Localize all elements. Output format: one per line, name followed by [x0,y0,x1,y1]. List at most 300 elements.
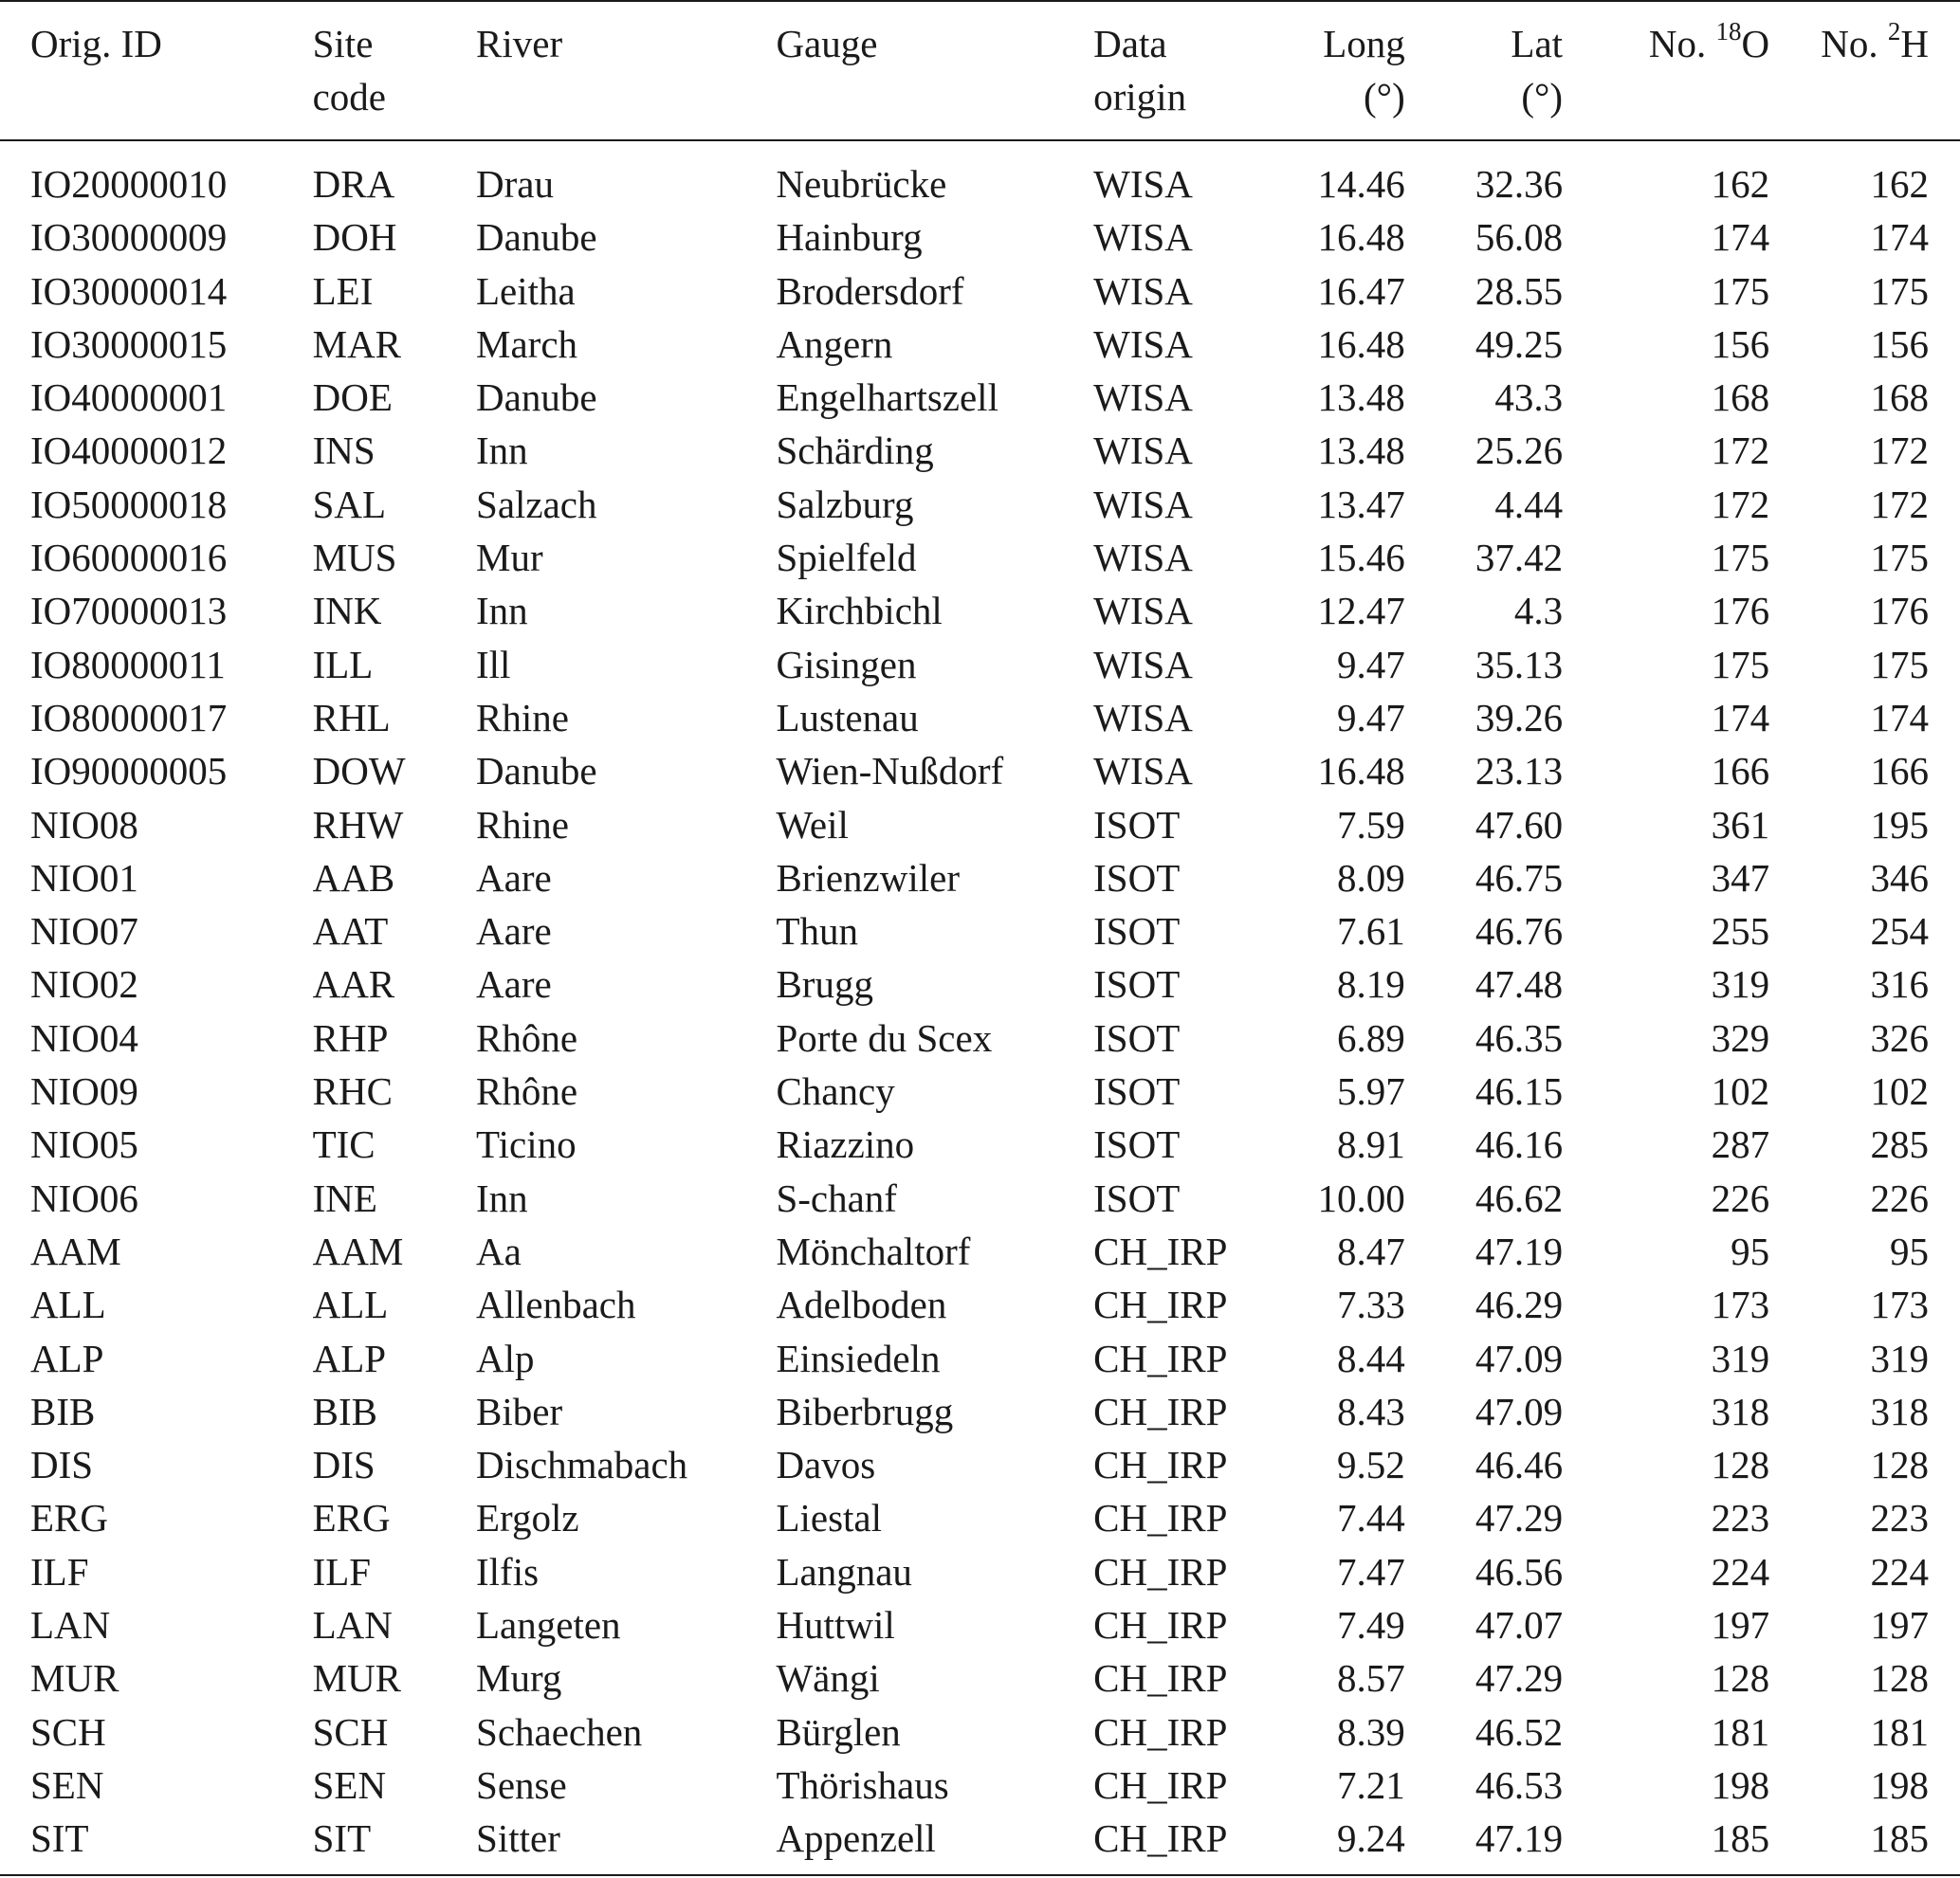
cell-data-origin: CH_IRP [1093,1283,1228,1327]
header-long: Long (°) [1323,22,1405,119]
table-row [0,1598,1960,1651]
table-row [0,1759,1960,1812]
cell-site-code: ERG [312,1496,391,1541]
cell-gauge: Appenzell [776,1816,936,1861]
cell-river: Rhône [476,1015,578,1060]
cell-no-2h: 174 [1870,695,1929,739]
cell-no-2h: 175 [1870,642,1929,686]
cell-river: Ill [476,642,511,686]
cell-orig-id: IO80000011 [30,642,226,686]
cell-river: Aa [476,1229,522,1273]
cell-gauge: Langnau [776,1549,912,1594]
cell-no-2h: 223 [1870,1496,1929,1541]
cell-data-origin: ISOT [1093,1069,1181,1114]
cell-orig-id: AAM [30,1229,121,1273]
cell-river: Salzach [476,482,597,526]
cell-no-2h: 128 [1870,1443,1929,1487]
cell-site-code: AAM [312,1229,404,1273]
cell-no-2h: 95 [1890,1229,1929,1273]
cell-river: Murg [476,1656,562,1701]
cell-orig-id: ILF [30,1549,89,1594]
cell-no-18o: 168 [1711,375,1770,420]
cell-orig-id: SIT [30,1816,89,1861]
cell-no-18o: 128 [1711,1443,1770,1487]
cell-site-code: ALP [312,1336,387,1380]
cell-data-origin: WISA [1093,215,1193,260]
cell-site-code: AAR [312,962,395,1007]
cell-lat: 46.53 [1475,1762,1564,1807]
cell-data-origin: CH_IRP [1093,1229,1228,1273]
cell-no-2h: 166 [1870,749,1929,793]
cell-long: 9.47 [1336,642,1405,686]
table-row [0,318,1960,371]
table-row [0,1651,1960,1705]
cell-no-2h: 185 [1870,1816,1929,1861]
cell-data-origin: ISOT [1093,802,1181,847]
cell-gauge: Thörishaus [776,1762,949,1807]
cell-long: 9.52 [1336,1443,1405,1487]
cell-data-origin: ISOT [1093,1122,1181,1167]
cell-site-code: BIB [312,1389,377,1433]
cell-lat: 43.3 [1494,375,1564,420]
cell-no-18o: 156 [1711,321,1770,366]
cell-site-code: AAB [312,855,395,900]
cell-long: 8.91 [1336,1122,1405,1167]
cell-orig-id: ALL [30,1283,106,1327]
cell-gauge: Riazzino [776,1122,915,1167]
cell-data-origin: CH_IRP [1093,1496,1228,1541]
table-row [0,1065,1960,1118]
cell-long: 7.21 [1336,1762,1405,1807]
cell-orig-id: IO50000018 [30,482,228,526]
cell-lat: 46.62 [1475,1176,1564,1220]
table-body [0,140,1960,1866]
cell-long: 8.43 [1336,1389,1405,1433]
cell-site-code: DOW [312,749,406,793]
cell-river: Aare [476,909,552,954]
table-row [0,478,1960,531]
cell-orig-id: ALP [30,1336,104,1380]
cell-orig-id: DIS [30,1443,94,1487]
cell-gauge: Porte du Scex [776,1015,993,1060]
cell-no-18o: 329 [1711,1015,1770,1060]
cell-lat: 47.60 [1475,802,1564,847]
cell-gauge: Chancy [776,1069,895,1114]
cell-gauge: Angern [776,321,893,366]
cell-no-2h: 226 [1870,1176,1929,1220]
cell-long: 13.47 [1317,482,1405,526]
cell-long: 16.47 [1317,268,1405,313]
cell-lat: 47.09 [1475,1389,1564,1433]
cell-no-2h: 174 [1870,215,1929,260]
cell-site-code: RHL [312,695,391,739]
cell-site-code: INE [312,1176,377,1220]
cell-site-code: LAN [312,1603,393,1648]
table-row [0,1278,1960,1331]
cell-orig-id: BIB [30,1389,96,1433]
cell-site-code: DOH [312,215,397,260]
cell-no-2h: 156 [1870,321,1929,366]
cell-no-18o: 102 [1711,1069,1770,1114]
cell-orig-id: IO20000010 [30,162,228,206]
cell-gauge: Gisingen [776,642,917,686]
header-no-2h: No. $^2$H [1821,17,1929,65]
cell-river: Inn [476,428,528,473]
cell-river: Danube [476,375,597,420]
table-row [0,1812,1960,1865]
cell-river: Rhine [476,802,569,847]
cell-no-18o: 197 [1711,1603,1770,1648]
table-row [0,851,1960,904]
header-river: River [476,22,563,65]
cell-lat: 39.26 [1475,695,1564,739]
cell-long: 9.24 [1336,1816,1405,1861]
cell-lat: 46.29 [1475,1283,1564,1327]
cell-site-code: RHW [312,802,404,847]
cell-long: 16.48 [1317,321,1405,366]
cell-gauge: Bürglen [776,1709,901,1754]
cell-lat: 4.3 [1513,589,1564,633]
cell-river: Sitter [476,1816,560,1861]
cell-long: 10.00 [1317,1176,1405,1220]
cell-gauge: Brienzwiler [776,855,960,900]
cell-no-2h: 318 [1870,1389,1929,1433]
cell-site-code: SAL [312,482,387,526]
cell-site-code: SIT [312,1816,372,1861]
cell-orig-id: IO80000017 [30,695,228,739]
cell-no-18o: 172 [1711,482,1770,526]
cell-gauge: Hainburg [776,215,923,260]
cell-orig-id: IO40000001 [30,375,228,420]
cell-no-2h: 162 [1870,162,1929,206]
cell-no-18o: 185 [1711,1816,1770,1861]
cell-orig-id: IO30000014 [30,268,228,313]
table-row [0,264,1960,318]
cell-no-18o: 173 [1711,1283,1770,1327]
cell-river: Drau [476,162,554,206]
cell-site-code: SEN [312,1762,387,1807]
cell-no-18o: 95 [1731,1229,1770,1273]
cell-lat: 37.42 [1475,536,1564,580]
cell-no-18o: 175 [1711,536,1770,580]
cell-no-2h: 319 [1870,1336,1929,1380]
cell-no-2h: 172 [1870,482,1929,526]
cell-long: 7.59 [1336,802,1405,847]
cell-long: 8.19 [1336,962,1405,1007]
cell-long: 5.97 [1336,1069,1405,1114]
cell-no-18o: 319 [1711,1336,1770,1380]
cell-orig-id: NIO08 [30,802,138,847]
cell-gauge: Adelboden [776,1283,947,1327]
cell-data-origin: WISA [1093,642,1193,686]
cell-lat: 47.19 [1475,1816,1564,1861]
cell-site-code: DRA [312,162,395,206]
cell-orig-id: IO70000013 [30,589,228,633]
cell-no-2h: 197 [1870,1603,1929,1648]
table-row [0,371,1960,424]
cell-site-code: AAT [312,909,389,954]
cell-no-2h: 346 [1870,855,1929,900]
cell-data-origin: ISOT [1093,962,1181,1007]
cell-gauge: Wängi [776,1656,880,1701]
cell-orig-id: NIO01 [30,855,138,900]
table-row [0,1438,1960,1491]
cell-no-18o: 166 [1711,749,1770,793]
cell-gauge: Weil [776,802,849,847]
cell-data-origin: WISA [1093,482,1193,526]
cell-data-origin: CH_IRP [1093,1549,1228,1594]
cell-lat: 46.15 [1475,1069,1564,1114]
cell-orig-id: IO30000009 [30,215,228,260]
cell-lat: 46.76 [1475,909,1564,954]
cell-data-origin: ISOT [1093,1015,1181,1060]
cell-long: 7.33 [1336,1283,1405,1327]
cell-lat: 56.08 [1475,215,1564,260]
cell-river: Langeten [476,1603,621,1648]
cell-gauge: Spielfeld [776,536,917,580]
cell-long: 13.48 [1317,428,1405,473]
cell-river: Rhine [476,695,569,739]
header-orig-id: Orig. ID [30,22,162,65]
cell-river: Ergolz [476,1496,579,1541]
cell-no-18o: 198 [1711,1762,1770,1807]
cell-data-origin: ISOT [1093,909,1181,954]
cell-gauge: S-chanf [776,1176,897,1220]
cell-lat: 46.46 [1475,1443,1564,1487]
cell-orig-id: NIO05 [30,1122,138,1167]
cell-data-origin: WISA [1093,695,1193,739]
cell-no-2h: 175 [1870,268,1929,313]
cell-data-origin: WISA [1093,321,1193,366]
table-row [0,798,1960,851]
cell-river: Biber [476,1389,563,1433]
cell-orig-id: IO90000005 [30,749,228,793]
cell-no-2h: 176 [1870,589,1929,633]
cell-no-2h: 181 [1870,1709,1929,1754]
table-row [0,691,1960,744]
table-row [0,1705,1960,1759]
cell-orig-id: ERG [30,1496,108,1541]
cell-site-code: MUS [312,536,397,580]
cell-gauge: Thun [776,909,858,954]
table-row [0,1225,1960,1278]
cell-no-18o: 175 [1711,642,1770,686]
header-lat: Lat (°) [1511,22,1564,119]
cell-river: Sense [476,1762,567,1807]
cell-no-2h: 285 [1870,1122,1929,1167]
cell-data-origin: CH_IRP [1093,1816,1228,1861]
cell-site-code: DIS [312,1443,376,1487]
cell-long: 16.48 [1317,215,1405,260]
table-row [0,744,1960,797]
cell-no-18o: 175 [1711,268,1770,313]
cell-data-origin: CH_IRP [1093,1709,1228,1754]
table-row [0,531,1960,584]
cell-no-18o: 172 [1711,428,1770,473]
cell-river: Alp [476,1336,535,1380]
cell-site-code: DOE [312,375,393,420]
cell-long: 9.47 [1336,695,1405,739]
table-header [0,0,1960,140]
cell-no-18o: 128 [1711,1656,1770,1701]
cell-long: 8.09 [1336,855,1405,900]
cell-lat: 46.16 [1475,1122,1564,1167]
cell-site-code: INS [312,428,376,473]
cell-no-2h: 326 [1870,1015,1929,1060]
cell-data-origin: CH_IRP [1093,1443,1228,1487]
cell-data-origin: WISA [1093,536,1193,580]
cell-site-code: LEI [312,268,374,313]
cell-lat: 47.19 [1475,1229,1564,1273]
cell-gauge: Biberbrugg [776,1389,954,1433]
cell-lat: 47.07 [1475,1603,1564,1648]
cell-no-18o: 223 [1711,1496,1770,1541]
cell-data-origin: ISOT [1093,1176,1181,1220]
cell-gauge: Wien-Nußdorf [776,749,1004,793]
cell-river: Danube [476,215,597,260]
cell-no-18o: 224 [1711,1549,1770,1594]
cell-river: Aare [476,962,552,1007]
cell-long: 7.47 [1336,1549,1405,1594]
table-row [0,1385,1960,1438]
cell-no-2h: 224 [1870,1549,1929,1594]
cell-gauge: Brugg [776,962,873,1007]
table-row [0,904,1960,957]
cell-river: Inn [476,1176,528,1220]
cell-orig-id: NIO07 [30,909,138,954]
cell-long: 16.48 [1317,749,1405,793]
cell-long: 6.89 [1336,1015,1405,1060]
cell-data-origin: WISA [1093,749,1193,793]
cell-lat: 47.29 [1475,1496,1564,1541]
cell-orig-id: IO40000012 [30,428,228,473]
cell-river: Allenbach [476,1283,636,1327]
table-row [0,1012,1960,1065]
cell-river: Leitha [476,268,576,313]
cell-no-2h: 198 [1870,1762,1929,1807]
cell-lat: 47.09 [1475,1336,1564,1380]
cell-site-code: RHP [312,1015,389,1060]
cell-long: 7.44 [1336,1496,1405,1541]
cell-lat: 49.25 [1475,321,1564,366]
cell-gauge: Liestal [776,1496,883,1541]
cell-no-18o: 181 [1711,1709,1770,1754]
cell-site-code: MAR [312,321,402,366]
cell-orig-id: IO30000015 [30,321,228,366]
cell-data-origin: WISA [1093,428,1193,473]
cell-no-18o: 226 [1711,1176,1770,1220]
cell-lat: 47.48 [1475,962,1564,1007]
header-gauge: Gauge [776,22,878,65]
spacer-row [0,140,1960,157]
cell-lat: 46.56 [1475,1549,1564,1594]
cell-no-18o: 174 [1711,215,1770,260]
cell-river: Inn [476,589,528,633]
cell-long: 8.39 [1336,1709,1405,1754]
cell-long: 12.47 [1317,589,1405,633]
cell-data-origin: ISOT [1093,855,1181,900]
cell-data-origin: WISA [1093,589,1193,633]
cell-site-code: INK [312,589,382,633]
table-row [0,584,1960,637]
header-no-18o: No. $^{18}$O [1648,17,1770,65]
cell-site-code: TIC [312,1122,376,1167]
cell-river: Dischmabach [476,1443,688,1487]
cell-river: Rhône [476,1069,578,1114]
cell-site-code: SCH [312,1709,389,1754]
cell-data-origin: CH_IRP [1093,1762,1228,1807]
cell-gauge: Mönchaltorf [776,1229,971,1273]
cell-long: 8.47 [1336,1229,1405,1273]
cell-site-code: ILF [312,1549,372,1594]
cell-no-2h: 168 [1870,375,1929,420]
cell-lat: 46.52 [1475,1709,1564,1754]
table-row [0,210,1960,264]
cell-lat: 46.75 [1475,855,1564,900]
cell-no-18o: 347 [1711,855,1770,900]
cell-river: Danube [476,749,597,793]
cell-lat: 25.26 [1475,428,1564,473]
cell-long: 14.46 [1317,162,1405,206]
table-row [0,1118,1960,1171]
cell-gauge: Salzburg [776,482,914,526]
cell-lat: 32.36 [1475,162,1564,206]
table-row [0,1491,1960,1544]
cell-gauge: Brodersdorf [776,268,964,313]
cell-no-2h: 173 [1870,1283,1929,1327]
cell-river: Schaechen [476,1709,643,1754]
cell-river: March [476,321,578,366]
cell-gauge: Huttwil [776,1603,895,1648]
table-row [0,1172,1960,1225]
cell-lat: 47.29 [1475,1656,1564,1701]
cell-river: Mur [476,536,543,580]
cell-no-2h: 128 [1870,1656,1929,1701]
cell-no-18o: 176 [1711,589,1770,633]
spacer-cell [0,140,1960,157]
cell-data-origin: CH_IRP [1093,1336,1228,1380]
cell-orig-id: NIO06 [30,1176,138,1220]
cell-long: 7.61 [1336,909,1405,954]
cell-gauge: Davos [776,1443,876,1487]
cell-lat: 35.13 [1475,642,1564,686]
cell-no-18o: 319 [1711,962,1770,1007]
cell-orig-id: NIO02 [30,962,138,1007]
cell-data-origin: WISA [1093,162,1193,206]
cell-long: 15.46 [1317,536,1405,580]
cell-lat: 23.13 [1475,749,1564,793]
table-row [0,1332,1960,1385]
cell-orig-id: NIO09 [30,1069,138,1114]
cell-data-origin: WISA [1093,375,1193,420]
header-site-code: Site code [312,22,387,119]
cell-site-code: RHC [312,1069,393,1114]
cell-gauge: Schärding [776,428,934,473]
cell-no-18o: 318 [1711,1389,1770,1433]
table-row [0,424,1960,477]
cell-river: Ilfis [476,1549,540,1594]
cell-orig-id: NIO04 [30,1015,138,1060]
cell-orig-id: MUR [30,1656,119,1701]
cell-no-2h: 195 [1870,802,1929,847]
cell-site-code: MUR [312,1656,402,1701]
cell-data-origin: CH_IRP [1093,1389,1228,1433]
cell-no-18o: 162 [1711,162,1770,206]
cell-no-18o: 174 [1711,695,1770,739]
cell-river: Ticino [476,1122,577,1167]
table-row [0,638,1960,691]
table-row [0,957,1960,1011]
